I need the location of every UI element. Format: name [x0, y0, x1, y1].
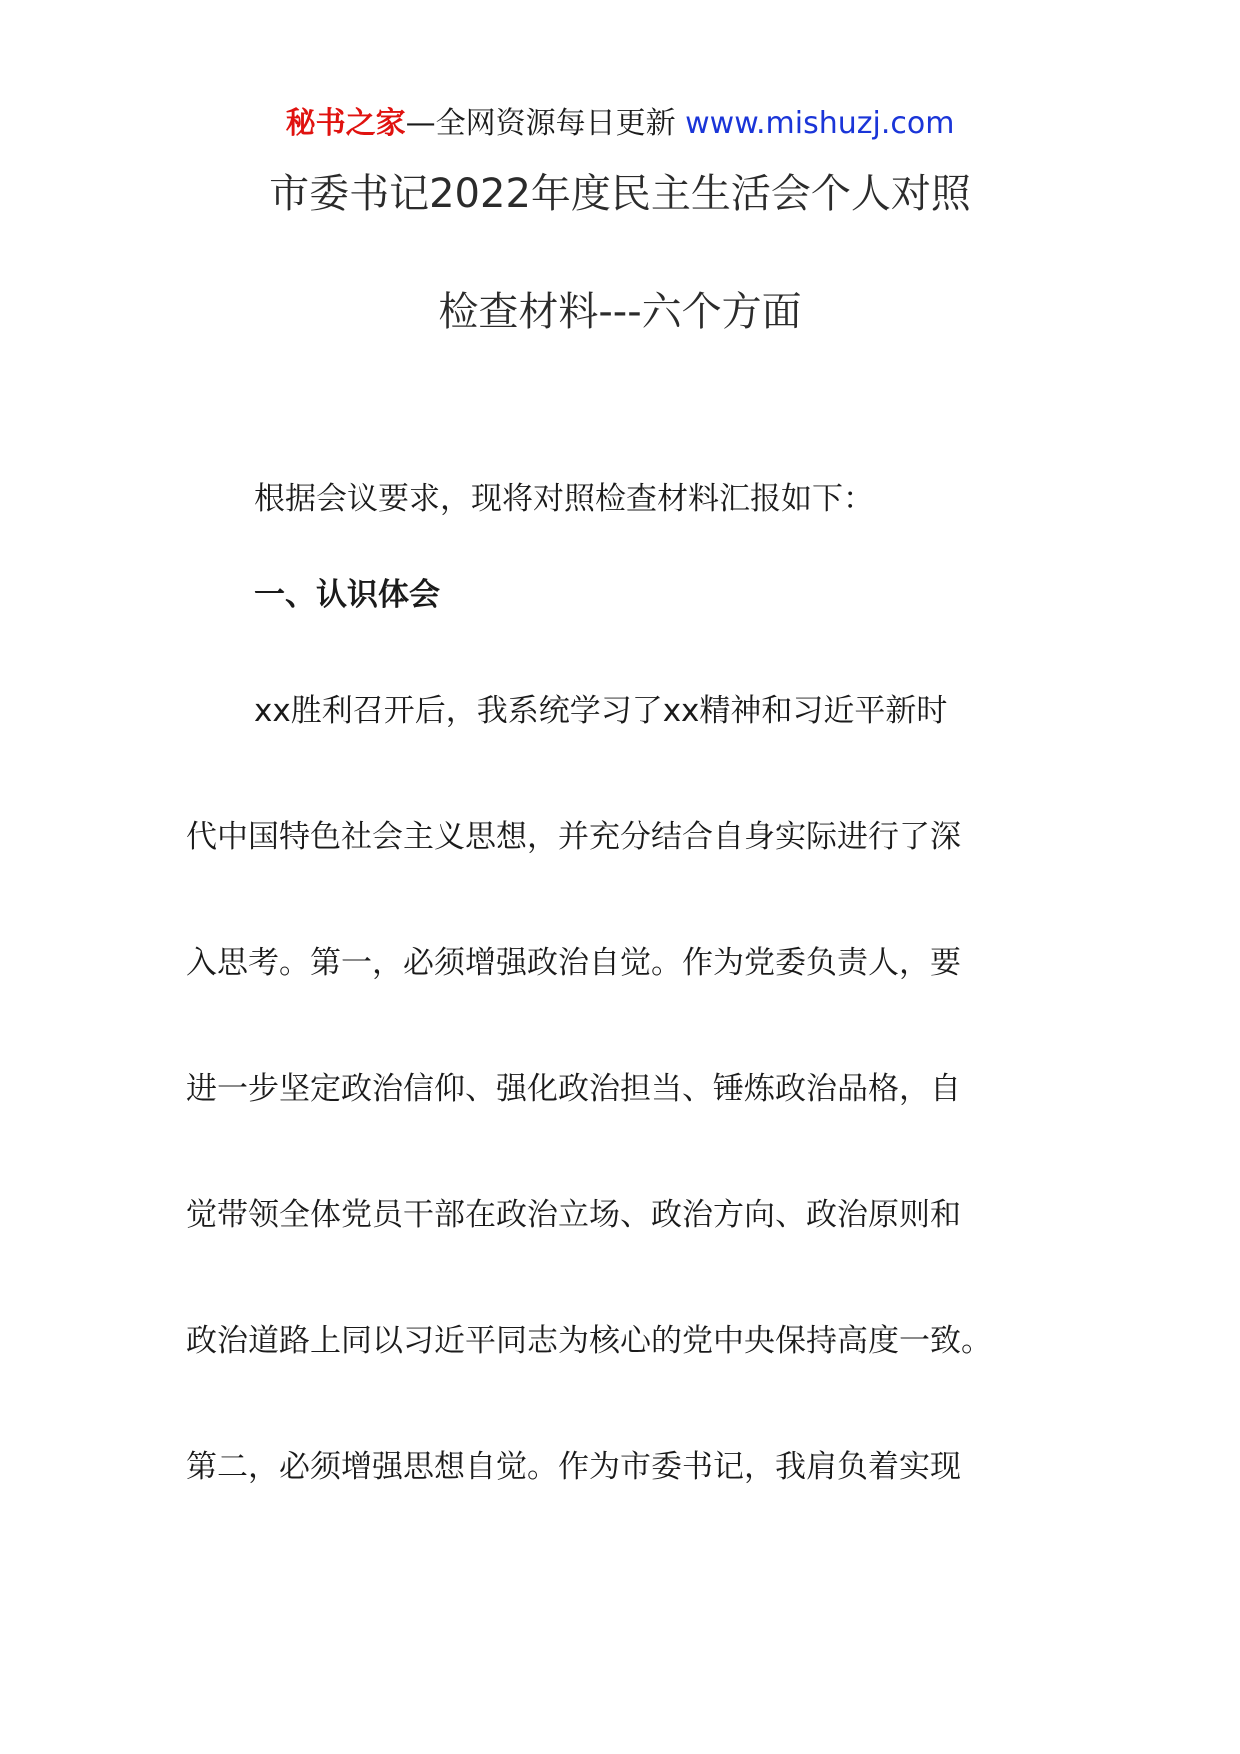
- document-title-line-2: 检查材料---六个方面: [438, 289, 802, 335]
- site-url-link[interactable]: www.mishuzj.com: [685, 106, 955, 141]
- site-header: [0, 100, 1240, 148]
- body-text-line: 进一步坚定政治信仰、强化政治担当、锤炼政治品格，自: [186, 1071, 961, 1107]
- body-text-line: 政治道路上同以习近平同志为核心的党中央保持高度一致。: [186, 1323, 992, 1359]
- body-text-line: 入思考。第一，必须增强政治自觉。作为党委负责人，要: [186, 945, 961, 981]
- body-text-line: 代中国特色社会主义思想，并充分结合自身实际进行了深: [186, 819, 961, 855]
- body-text-line: xx胜利召开后，我系统学习了xx精神和习近平新时: [254, 693, 948, 729]
- section-heading: 一、认识体会: [254, 577, 440, 613]
- brand-name: 秘书之家: [285, 106, 406, 141]
- body-text-line: 觉带领全体党员干部在政治立场、政治方向、政治原则和: [186, 1197, 961, 1233]
- body-text-line: 第二，必须增强思想自觉。作为市委书记，我肩负着实现: [186, 1449, 961, 1485]
- header-tagline: —全网资源每日更新: [405, 106, 676, 141]
- document-title-line-1: 市委书记2022年度民主生活会个人对照: [269, 171, 971, 217]
- intro-paragraph: 根据会议要求，现将对照检查材料汇报如下：: [254, 481, 874, 517]
